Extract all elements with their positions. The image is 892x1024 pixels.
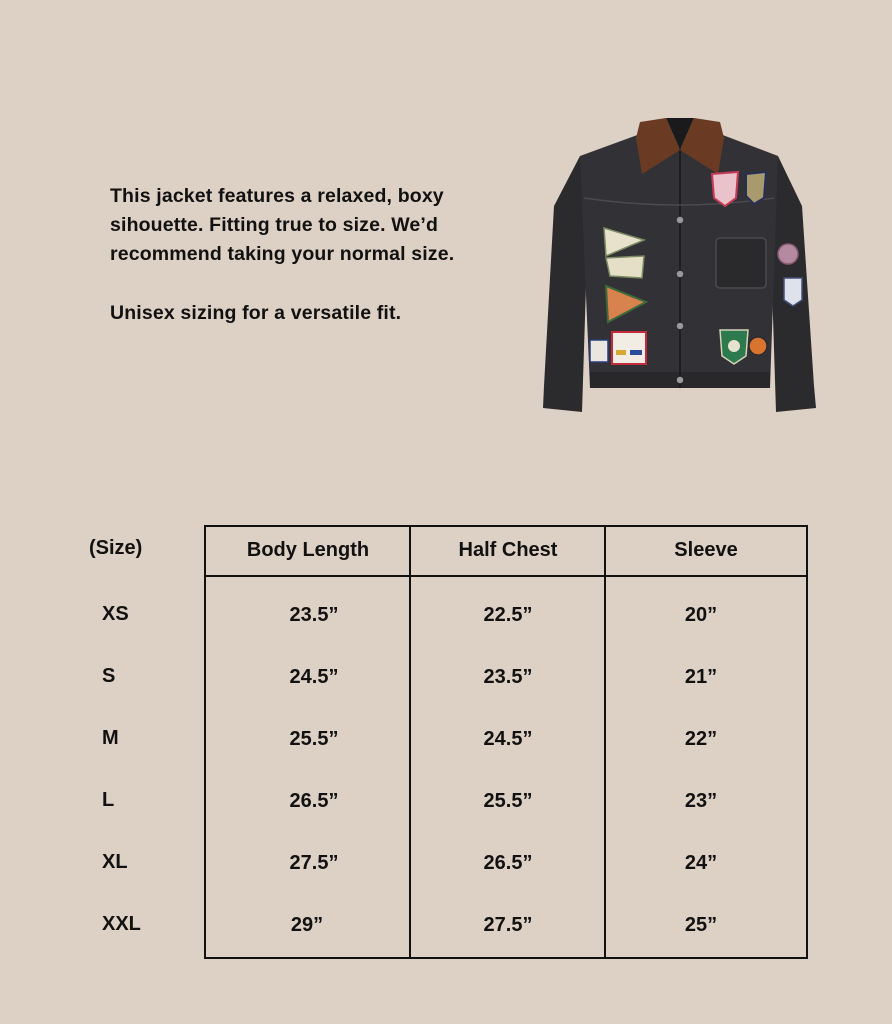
- pennant-patch: [606, 256, 644, 278]
- table-cell-half-chest: 24.5”: [483, 728, 533, 750]
- header-body-length: Body Length: [246, 539, 370, 561]
- size-l: L: [102, 789, 115, 811]
- table-cell-half-chest: 26.5”: [483, 852, 533, 874]
- table-cell-half-chest: 27.5”: [483, 914, 533, 936]
- header-half-chest: Half Chest: [458, 539, 558, 561]
- fit-line-3: recommend taking your normal size.: [110, 243, 455, 265]
- button: [677, 323, 683, 329]
- table-cell-body-length: 26.5”: [289, 790, 339, 812]
- round-patch: [778, 244, 798, 264]
- size-xxl: XXL: [102, 913, 141, 935]
- table-cell-body-length: 23.5”: [289, 604, 339, 626]
- size-header: (Size): [89, 537, 143, 559]
- fit-line-1: This jacket features a relaxed, boxy: [110, 185, 444, 207]
- jacket-product-image: [540, 116, 820, 416]
- size-xs: XS: [102, 603, 129, 625]
- button: [677, 271, 683, 277]
- table-cell-half-chest: 25.5”: [483, 790, 533, 812]
- runner-patch: [590, 340, 608, 362]
- table-cell-body-length: 27.5”: [289, 852, 339, 874]
- shield-patch: [784, 278, 802, 306]
- table-cell-sleeve: 23”: [684, 790, 718, 812]
- table-cell-sleeve: 20”: [684, 604, 718, 626]
- table-cell-sleeve: 25”: [684, 914, 718, 936]
- product-description: [110, 182, 510, 328]
- flag-strip: [616, 350, 626, 355]
- chest-pocket: [716, 238, 766, 288]
- header-divider: [206, 575, 806, 577]
- size-xl: XL: [102, 851, 128, 873]
- button: [677, 377, 683, 383]
- fit-description: [110, 182, 510, 269]
- size-chart-table: [204, 525, 808, 959]
- table-cell-sleeve: 24”: [684, 852, 718, 874]
- header-sleeve: Sleeve: [674, 539, 738, 561]
- label-patch: [612, 332, 646, 364]
- button: [677, 217, 683, 223]
- size-m: M: [102, 727, 119, 749]
- table-cell-sleeve: 22”: [684, 728, 718, 750]
- flag-strip: [630, 350, 642, 355]
- table-cell-body-length: 29”: [290, 914, 324, 936]
- shield-patch: [746, 172, 766, 204]
- round-patch: [749, 337, 767, 355]
- table-cell-body-length: 25.5”: [289, 728, 339, 750]
- table-cell-half-chest: 22.5”: [483, 604, 533, 626]
- table-cell-sleeve: 21”: [684, 666, 718, 688]
- fit-line-2: sihouette. Fitting true to size. We’d: [110, 214, 439, 236]
- table-cell-body-length: 24.5”: [289, 666, 339, 688]
- crest-emblem: [728, 340, 740, 352]
- unisex-note: Unisex sizing for a versatile fit.: [110, 302, 402, 324]
- size-s: S: [102, 665, 116, 687]
- table-cell-half-chest: 23.5”: [483, 666, 533, 688]
